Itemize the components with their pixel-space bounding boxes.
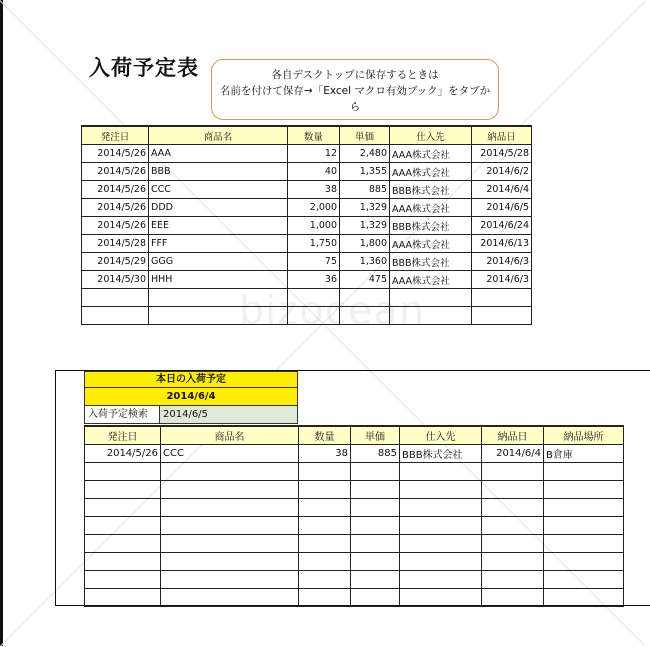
supplier-cell[interactable]: BBB株式会社 — [400, 445, 482, 463]
empty-row — [85, 463, 624, 481]
product-name-cell[interactable]: CCC — [149, 181, 288, 199]
empty-cell[interactable] — [149, 289, 288, 307]
empty-cell[interactable] — [299, 553, 351, 571]
table-row — [82, 235, 532, 253]
empty-cell[interactable] — [299, 481, 351, 499]
empty-cell[interactable] — [400, 517, 482, 535]
table-row — [82, 217, 532, 235]
order-date-cell[interactable]: 2014/5/30 — [82, 271, 149, 289]
quantity-cell[interactable]: 40 — [288, 163, 340, 181]
save-note-callout — [211, 59, 499, 120]
product-name-cell[interactable]: CCC — [161, 445, 299, 463]
schedule-header-row — [82, 126, 532, 145]
quantity-cell[interactable]: 38 — [299, 445, 351, 463]
delivery-date-cell[interactable]: 2014/6/3 — [472, 271, 532, 289]
empty-cell[interactable] — [161, 571, 299, 589]
empty-cell[interactable] — [299, 499, 351, 517]
supplier-cell[interactable]: BBB株式会社 — [390, 181, 472, 199]
supplier-cell[interactable]: BBB株式会社 — [390, 217, 472, 235]
empty-row — [82, 289, 532, 307]
quantity-cell[interactable]: 38 — [288, 181, 340, 199]
empty-cell[interactable] — [400, 463, 482, 481]
schedule-table — [81, 125, 532, 325]
empty-row — [85, 553, 624, 571]
empty-row — [85, 499, 624, 517]
delivery-date-cell[interactable]: 2014/5/28 — [472, 145, 532, 163]
empty-cell[interactable] — [85, 481, 161, 499]
empty-cell[interactable] — [482, 481, 544, 499]
search-label: 入荷予定検索 — [84, 406, 160, 424]
empty-row — [85, 481, 624, 499]
col-delivery-date: 納品日 — [472, 126, 532, 145]
empty-cell[interactable] — [390, 289, 472, 307]
delivery-date-cell[interactable]: 2014/6/3 — [472, 253, 532, 271]
today-title: 本日の入荷予定 — [84, 371, 298, 388]
empty-row — [85, 535, 624, 553]
product-name-cell[interactable]: DDD — [149, 199, 288, 217]
quantity-cell[interactable]: 12 — [288, 145, 340, 163]
delivery-date-cell[interactable]: 2014/6/13 — [472, 235, 532, 253]
empty-cell[interactable] — [340, 289, 390, 307]
page-title: 入荷予定表 — [89, 56, 199, 80]
empty-cell[interactable] — [400, 535, 482, 553]
col-delivery-date: 納品日 — [482, 426, 544, 445]
empty-cell[interactable] — [299, 535, 351, 553]
order-date-cell[interactable]: 2014/5/26 — [82, 181, 149, 199]
order-date-cell[interactable]: 2014/5/28 — [82, 235, 149, 253]
col-delivery-location: 納品場所 — [544, 426, 624, 445]
product-name-cell[interactable]: AAA — [149, 145, 288, 163]
col-quantity: 数量 — [288, 126, 340, 145]
col-order-date: 発注日 — [85, 426, 161, 445]
empty-cell[interactable] — [390, 307, 472, 325]
empty-row — [85, 589, 624, 607]
col-unit-price: 単価 — [340, 126, 390, 145]
supplier-cell[interactable]: AAA株式会社 — [390, 163, 472, 181]
today-date[interactable]: 2014/6/4 — [84, 388, 298, 406]
empty-cell[interactable] — [472, 307, 532, 325]
col-unit-price: 単価 — [351, 426, 400, 445]
unit-price-cell[interactable]: 1,329 — [340, 217, 390, 235]
delivery-date-cell[interactable]: 2014/6/4 — [482, 445, 544, 463]
empty-cell[interactable] — [351, 517, 400, 535]
empty-cell[interactable] — [161, 499, 299, 517]
table-row — [82, 271, 532, 289]
empty-cell[interactable] — [149, 307, 288, 325]
empty-cell[interactable] — [82, 289, 149, 307]
empty-cell[interactable] — [544, 571, 624, 589]
unit-price-cell[interactable]: 2,480 — [340, 145, 390, 163]
page-left-edge — [0, 0, 3, 646]
product-name-cell[interactable]: EEE — [149, 217, 288, 235]
product-name-cell[interactable]: HHH — [149, 271, 288, 289]
unit-price-cell[interactable]: 885 — [340, 181, 390, 199]
order-date-cell[interactable]: 2014/5/26 — [82, 199, 149, 217]
empty-cell[interactable] — [482, 571, 544, 589]
col-order-date: 発注日 — [82, 126, 149, 145]
quantity-cell[interactable]: 75 — [288, 253, 340, 271]
empty-cell[interactable] — [400, 589, 482, 607]
product-name-cell[interactable]: BBB — [149, 163, 288, 181]
table-row — [82, 163, 532, 181]
empty-cell[interactable] — [299, 571, 351, 589]
delivery-date-cell[interactable]: 2014/6/4 — [472, 181, 532, 199]
table-row — [82, 145, 532, 163]
unit-price-cell[interactable]: 475 — [340, 271, 390, 289]
search-date-input[interactable]: 2014/6/5 — [160, 406, 298, 424]
empty-cell[interactable] — [351, 553, 400, 571]
empty-cell[interactable] — [351, 571, 400, 589]
product-name-cell[interactable]: FFF — [149, 235, 288, 253]
supplier-cell[interactable]: AAA株式会社 — [390, 145, 472, 163]
empty-cell[interactable] — [400, 499, 482, 517]
unit-price-cell[interactable]: 1,329 — [340, 199, 390, 217]
delivery-date-cell[interactable]: 2014/6/2 — [472, 163, 532, 181]
table-row — [82, 253, 532, 271]
empty-cell[interactable] — [544, 535, 624, 553]
empty-cell[interactable] — [544, 499, 624, 517]
order-date-cell[interactable]: 2014/5/26 — [85, 445, 161, 463]
table-row — [82, 181, 532, 199]
delivery-location-cell[interactable]: B倉庫 — [544, 445, 624, 463]
empty-cell[interactable] — [85, 499, 161, 517]
col-product-name: 商品名 — [149, 126, 288, 145]
empty-cell[interactable] — [472, 289, 532, 307]
order-date-cell[interactable]: 2014/5/26 — [82, 145, 149, 163]
empty-cell[interactable] — [85, 517, 161, 535]
unit-price-cell[interactable]: 885 — [351, 445, 400, 463]
empty-cell[interactable] — [351, 463, 400, 481]
product-name-cell[interactable]: GGG — [149, 253, 288, 271]
empty-cell[interactable] — [544, 517, 624, 535]
empty-cell[interactable] — [351, 499, 400, 517]
empty-cell[interactable] — [299, 589, 351, 607]
table-row — [85, 445, 624, 463]
quantity-cell[interactable]: 36 — [288, 271, 340, 289]
watermark-text: bizocean — [238, 288, 426, 334]
table-row — [82, 199, 532, 217]
unit-price-cell[interactable]: 1,800 — [340, 235, 390, 253]
supplier-cell[interactable]: BBB株式会社 — [390, 253, 472, 271]
empty-cell[interactable] — [482, 535, 544, 553]
empty-cell[interactable] — [482, 517, 544, 535]
empty-cell[interactable] — [161, 553, 299, 571]
empty-cell[interactable] — [400, 481, 482, 499]
unit-price-cell[interactable]: 1,360 — [340, 253, 390, 271]
empty-cell[interactable] — [351, 481, 400, 499]
empty-cell[interactable] — [400, 571, 482, 589]
empty-cell[interactable] — [161, 481, 299, 499]
empty-row — [85, 517, 624, 535]
empty-cell[interactable] — [482, 463, 544, 481]
empty-cell[interactable] — [161, 463, 299, 481]
note-line-3: ら — [349, 101, 361, 113]
empty-cell[interactable] — [82, 307, 149, 325]
empty-cell[interactable] — [288, 289, 340, 307]
supplier-cell[interactable]: AAA株式会社 — [390, 235, 472, 253]
empty-cell[interactable] — [85, 463, 161, 481]
empty-cell[interactable] — [351, 589, 400, 607]
empty-cell[interactable] — [161, 535, 299, 553]
empty-cell[interactable] — [85, 535, 161, 553]
empty-cell[interactable] — [85, 589, 161, 607]
today-table — [84, 425, 624, 607]
quantity-cell[interactable]: 1,000 — [288, 217, 340, 235]
order-date-cell[interactable]: 2014/5/26 — [82, 217, 149, 235]
note-line-1: 各自デスクトップに保存するときは — [271, 69, 439, 81]
empty-cell[interactable] — [85, 553, 161, 571]
empty-cell[interactable] — [544, 553, 624, 571]
empty-row — [82, 307, 532, 325]
today-header-row — [85, 426, 624, 445]
empty-cell[interactable] — [161, 517, 299, 535]
empty-row — [85, 571, 624, 589]
col-supplier: 仕入先 — [400, 426, 482, 445]
empty-cell[interactable] — [544, 463, 624, 481]
order-date-cell[interactable]: 2014/5/29 — [82, 253, 149, 271]
delivery-date-cell[interactable]: 2014/6/5 — [472, 199, 532, 217]
unit-price-cell[interactable]: 1,355 — [340, 163, 390, 181]
empty-cell[interactable] — [544, 589, 624, 607]
empty-cell[interactable] — [482, 499, 544, 517]
quantity-cell[interactable]: 1,750 — [288, 235, 340, 253]
supplier-cell[interactable]: AAA株式会社 — [390, 271, 472, 289]
empty-cell[interactable] — [161, 589, 299, 607]
supplier-cell[interactable]: AAA株式会社 — [390, 199, 472, 217]
empty-cell[interactable] — [400, 553, 482, 571]
note-line-2: 名前を付けて保存→「Excel マクロ有効ブック」をタブか — [219, 85, 491, 97]
delivery-date-cell[interactable]: 2014/6/24 — [472, 217, 532, 235]
empty-cell[interactable] — [351, 535, 400, 553]
empty-cell[interactable] — [299, 517, 351, 535]
empty-cell[interactable] — [482, 589, 544, 607]
empty-cell[interactable] — [299, 463, 351, 481]
empty-cell[interactable] — [288, 307, 340, 325]
quantity-cell[interactable]: 2,000 — [288, 199, 340, 217]
order-date-cell[interactable]: 2014/5/26 — [82, 163, 149, 181]
empty-cell[interactable] — [85, 571, 161, 589]
empty-cell[interactable] — [340, 307, 390, 325]
col-quantity: 数量 — [299, 426, 351, 445]
empty-cell[interactable] — [482, 553, 544, 571]
col-product-name: 商品名 — [161, 426, 299, 445]
empty-cell[interactable] — [544, 481, 624, 499]
col-supplier: 仕入先 — [390, 126, 472, 145]
